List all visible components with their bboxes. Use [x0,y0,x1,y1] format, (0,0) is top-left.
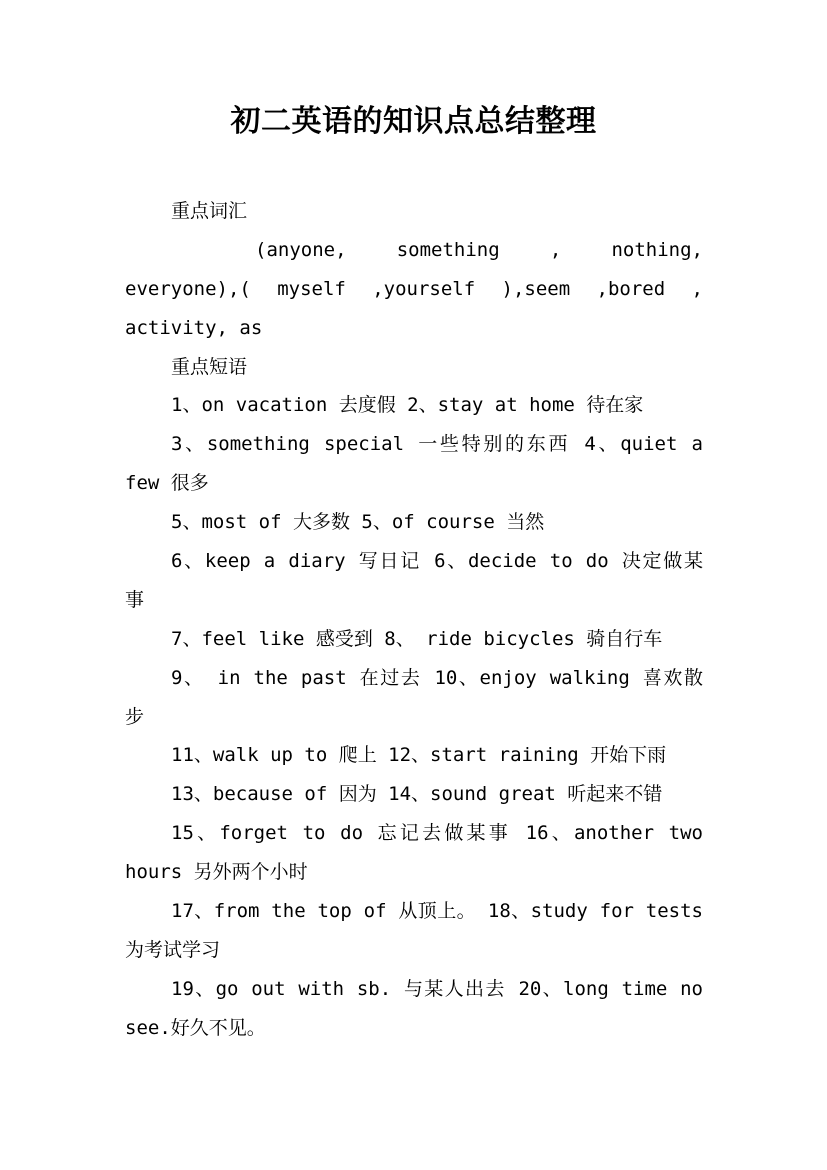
phrase-line: 7、feel like 感受到 8、 ride bicycles 骑自行车 [171,627,663,650]
section-heading-vocabulary: 重点词汇 [171,200,248,222]
phrase-line: see.好久不见。 [125,1016,266,1039]
phrase-line: 9、 in the past 在过去 10、enjoy walking 喜欢散 [171,666,703,689]
vocabulary-line: everyone),( myself ,yourself ),seem ,bored , [125,277,703,300]
phrase-line: 为考试学习 [125,938,221,961]
phrase-line: 15、forget to do 忘记去做某事 16、another two [171,822,703,845]
phrase-line: 13、because of 因为 14、sound great 听起来不错 [171,783,663,806]
vocabulary-line: (anyone, something , nothing, [255,238,703,261]
phrase-line: 5、most of 大多数 5、of course 当然 [171,511,545,534]
document-title: 初二英语的知识点总结整理 [230,104,597,139]
phrase-line: 3、something special 一些特别的东西 4、quiet a [171,433,703,456]
phrase-line: 1、on vacation 去度假 2、stay at home 待在家 [171,394,644,417]
phrase-line: 19、go out with sb. 与某人出去 20、long time no [171,977,703,1000]
phrase-line: 6、keep a diary 写日记 6、decide to do 决定做某 [171,550,703,573]
phrase-line: hours 另外两个小时 [125,861,308,884]
section-heading-phrases: 重点短语 [171,355,248,378]
phrase-line: 17、from the top of 从顶上。 18、study for tests [171,900,703,923]
phrase-line: 步 [125,705,145,728]
phrase-line: few 很多 [125,472,209,495]
phrase-line: 11、walk up to 爬上 12、start raining 开始下雨 [171,744,667,767]
vocabulary-line: activity, as [125,316,263,339]
document-body [125,192,703,1048]
phrase-line: 事 [125,588,145,611]
